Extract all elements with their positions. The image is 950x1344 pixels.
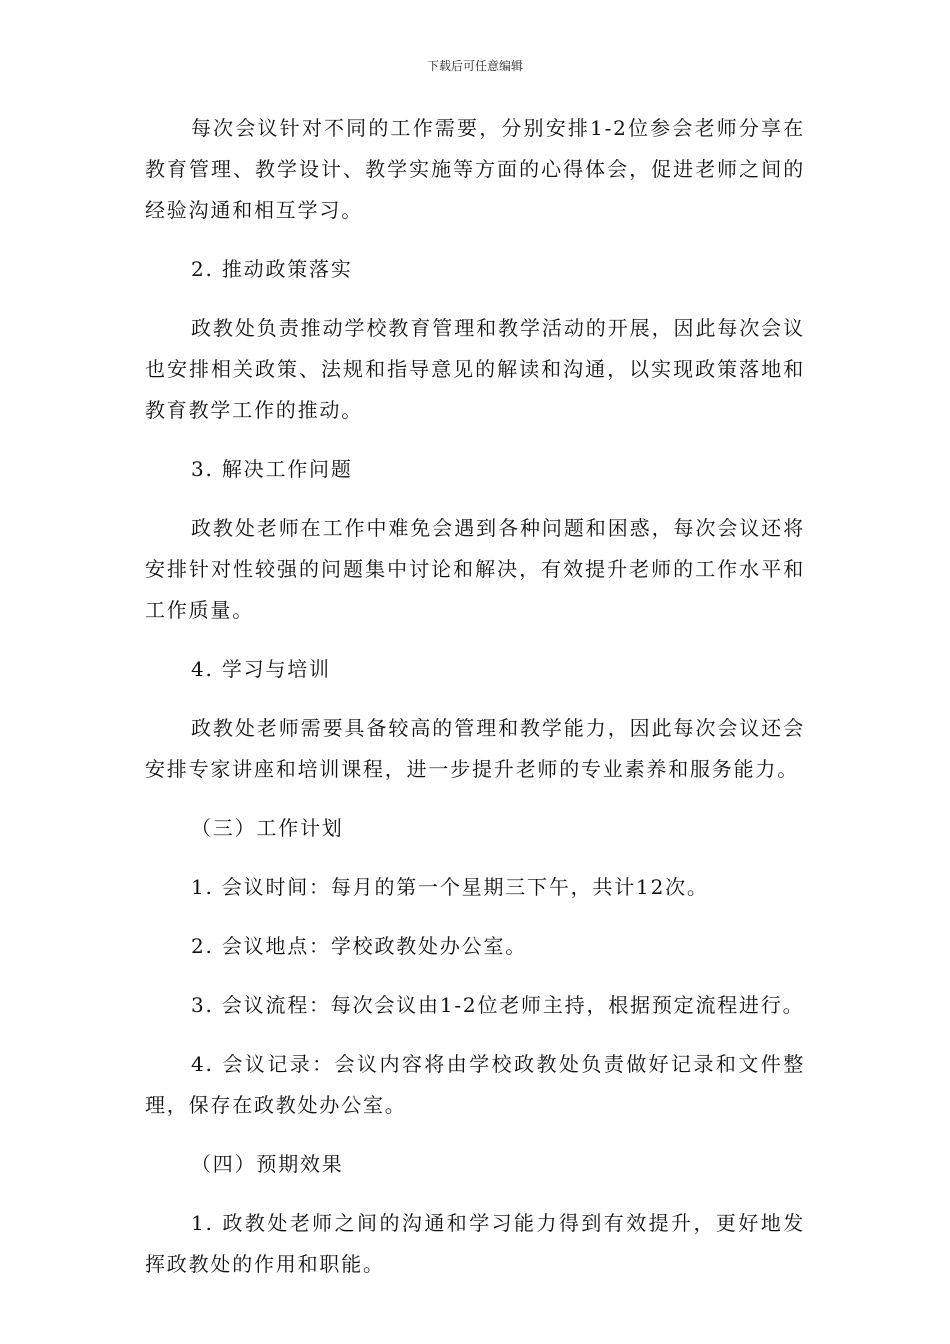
document-body [145,108,805,1303]
section-heading-expected-results: （四）预期效果 [191,1152,344,1176]
heading-solve-problems: 3. 解决工作问题 [191,457,353,481]
plan-item-meeting-location: 2. 会议地点：学校政教处办公室。 [191,934,528,958]
heading-learning-training: 4. 学习与培训 [191,657,331,681]
plan-item-meeting-process: 3. 会议流程：每次会议由1-2位老师主持，根据预定流程进行。 [191,993,805,1017]
paragraph-solve-problems: 政教处老师在工作中难免会遇到各种问题和困惑，每次会议还将安排针对性较强的问题集中讨论和解决，有效提升老师的工作水平和工作质量。 [145,516,805,622]
plan-item-meeting-time: 1. 会议时间：每月的第一个星期三下午，共计12次。 [191,875,709,899]
heading-policy-implementation: 2. 推动政策落实 [191,257,353,281]
paragraph-experience-sharing: 每次会议针对不同的工作需要，分别安排1-2位参会老师分享在教育管理、教学设计、教学实施等方面的心得体会，促进老师之间的经验沟通和相互学习。 [145,116,805,222]
paragraph-learning-training: 政教处老师需要具备较高的管理和教学能力，因此每次会议还会安排专家讲座和培训课程，进一步提升老师的专业素养和服务能力。 [145,716,805,781]
expected-result-item-1: 1. 政教处老师之间的沟通和学习能力得到有效提升，更好地发挥政教处的作用和职能。 [145,1211,805,1276]
page-header: 下载后可任意编辑 [426,59,523,73]
section-heading-work-plan: （三）工作计划 [191,816,344,840]
paragraph-policy-implementation: 政教处负责推动学校教育管理和教学活动的开展，因此每次会议也安排相关政策、法规和指导意见的解读和沟通，以实现政策落地和教育教学工作的推动。 [145,316,805,422]
plan-item-meeting-records: 4. 会议记录：会议内容将由学校政教处负责做好记录和文件整理，保存在政教处办公室。 [145,1052,805,1117]
